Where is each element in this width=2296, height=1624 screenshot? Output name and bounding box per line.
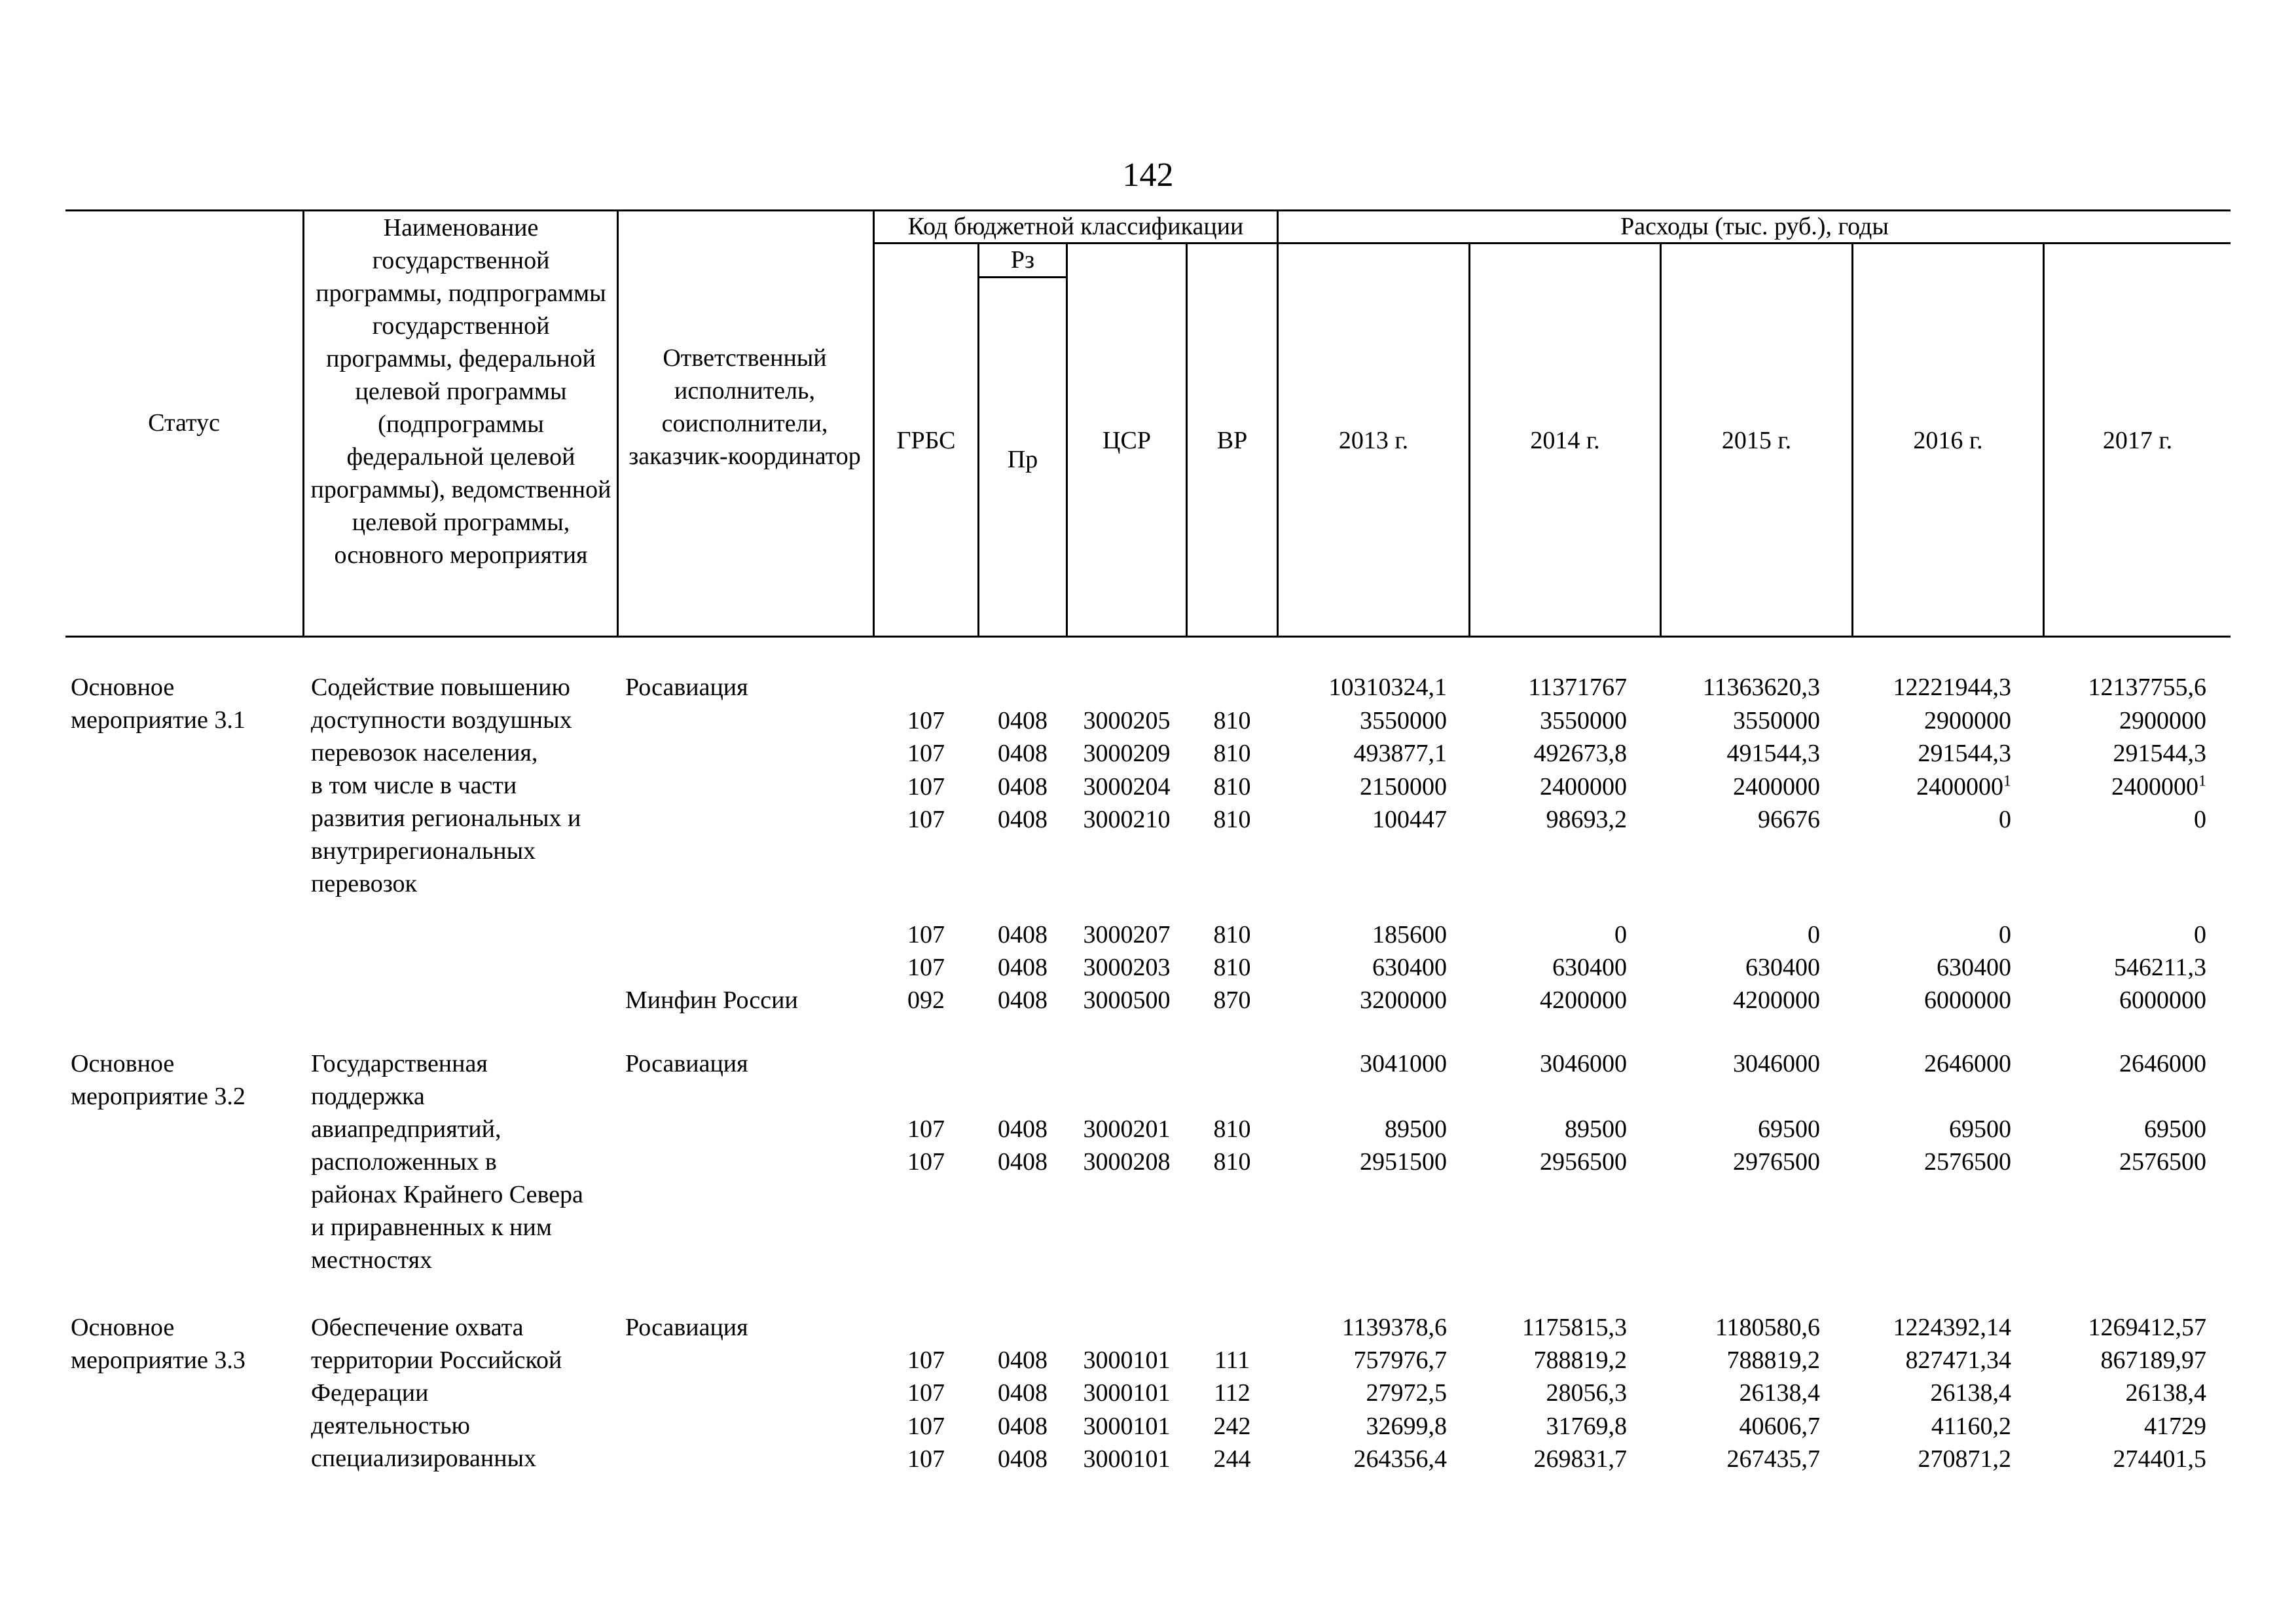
header-expenses: Расходы (тыс. руб.), годы [1620, 213, 1889, 240]
expense-value-cell: 26138,4 [2125, 1379, 2206, 1407]
grbs-cell: 107 [907, 806, 945, 833]
pr-cell: 0408 [998, 1413, 1048, 1440]
csr-cell: 3000205 [1083, 707, 1171, 734]
grbs-cell: 107 [907, 707, 945, 734]
expense-value-cell: 3550000 [1733, 707, 1820, 734]
expense-value-cell: 788819,2 [1533, 1346, 1627, 1374]
expense-value-cell: 274401,5 [2113, 1445, 2206, 1473]
status-cell: Основное мероприятие 3.1 [71, 674, 246, 734]
expense-value-cell: 3041000 [1360, 1050, 1447, 1077]
header-vr: ВР [1216, 427, 1248, 454]
vr-cell: 810 [1213, 1148, 1251, 1176]
expense-value-cell: 2150000 [1360, 773, 1447, 801]
header-budget-code: Код бюджетной классификации [907, 213, 1244, 240]
expense-value-cell: 2400000$^1$ [2111, 772, 2206, 801]
vr-cell: 810 [1213, 954, 1251, 981]
expense-value-cell: 0 [1614, 921, 1627, 948]
grbs-cell: 107 [907, 1148, 945, 1176]
executor-cell: Росавиация [625, 1050, 748, 1077]
csr-cell: 3000209 [1083, 740, 1171, 767]
expense-value-cell: 89500 [1565, 1115, 1627, 1143]
pr-cell: 0408 [998, 806, 1048, 833]
expense-value-cell: 0 [2194, 806, 2206, 833]
expense-value-cell: 2951500 [1360, 1148, 1447, 1176]
expense-value-cell: 546211,3 [2113, 954, 2206, 981]
header-year: 2016 г. [1913, 427, 1983, 454]
csr-cell: 3000208 [1083, 1148, 1171, 1176]
expense-value-cell: 630400 [1552, 954, 1627, 981]
expense-value-cell: 291544,3 [2113, 740, 2206, 767]
vr-cell: 810 [1213, 773, 1251, 801]
expense-value-cell: 1269412,57 [2088, 1314, 2206, 1341]
expense-value-cell: 41729 [2144, 1413, 2206, 1440]
expense-value-cell: 4200000 [1733, 986, 1820, 1014]
page-number: 142 [1122, 156, 1174, 194]
grbs-cell: 107 [907, 1413, 945, 1440]
csr-cell: 3000207 [1083, 921, 1171, 948]
expense-value-cell: 2400000 [1733, 773, 1820, 801]
expense-value-cell: 11371767 [1528, 674, 1627, 701]
expense-value-cell: 27972,5 [1366, 1379, 1447, 1407]
footnote-marker: 1 [2003, 772, 2011, 790]
expense-value-cell: 269831,7 [1533, 1445, 1627, 1473]
expense-value-cell: 3046000 [1540, 1050, 1627, 1077]
vr-cell: 870 [1213, 986, 1251, 1014]
pr-cell: 0408 [998, 707, 1048, 734]
header-grbs: ГРБС [896, 427, 956, 454]
expense-value-cell: 630400 [1745, 954, 1820, 981]
header-status: Статус [148, 409, 220, 437]
expense-value-cell: 185600 [1372, 921, 1447, 948]
program-name-cell: Государственная поддержка авиапредприятий, расположенных в районах Крайнего Севера и приравненных к ним местностях [311, 1050, 583, 1274]
header-rz: Рз [1010, 246, 1035, 274]
expense-value-cell: 2646000 [1924, 1050, 2011, 1077]
column-divider [873, 209, 875, 638]
expense-value-cell: 3046000 [1733, 1050, 1820, 1077]
expense-value-cell: 1224392,14 [1893, 1314, 2011, 1341]
expense-value-cell: 28056,3 [1546, 1379, 1627, 1407]
vr-cell: 810 [1213, 707, 1251, 734]
grbs-cell: 107 [907, 954, 945, 981]
table-header-bottom-border [65, 636, 2231, 638]
expense-value-cell: 6000000 [1924, 986, 2011, 1014]
executor-cell: Росавиация [625, 674, 748, 701]
csr-cell: 3000101 [1083, 1379, 1171, 1407]
column-divider [1277, 209, 1279, 638]
expense-value-cell: 270871,2 [1918, 1445, 2011, 1473]
expense-value-cell: 41160,2 [1931, 1413, 2011, 1440]
vr-cell: 242 [1213, 1413, 1251, 1440]
footnote-marker: 1 [2198, 772, 2206, 790]
vr-cell: 810 [1213, 806, 1251, 833]
csr-cell: 3000204 [1083, 773, 1171, 801]
expense-value-cell: 3550000 [1360, 707, 1447, 734]
csr-cell: 3000101 [1083, 1413, 1171, 1440]
expense-value-cell: 264356,4 [1353, 1445, 1447, 1473]
header-csr: ЦСР [1102, 427, 1151, 454]
expense-value-cell: 788819,2 [1726, 1346, 1820, 1374]
expense-value-cell: 0 [1808, 921, 1820, 948]
program-name-cell: Содействие повышению доступности воздушных перевозок населения, в том числе в части развития региональных и внутрирегиональных перевозок [311, 674, 581, 897]
pr-cell: 0408 [998, 773, 1048, 801]
expense-value-cell: 630400 [1372, 954, 1447, 981]
csr-cell: 3000101 [1083, 1445, 1171, 1473]
pr-cell: 0408 [998, 1445, 1048, 1473]
vr-cell: 810 [1213, 1115, 1251, 1143]
expense-value-cell: 11363620,3 [1702, 674, 1820, 701]
expense-value-cell: 4200000 [1540, 986, 1627, 1014]
expense-value-cell: 100447 [1372, 806, 1447, 833]
grbs-cell: 107 [907, 773, 945, 801]
expense-value-cell: 1139378,6 [1341, 1314, 1447, 1341]
header-pr: Пр [1007, 446, 1038, 473]
csr-cell: 3000500 [1083, 986, 1171, 1014]
expense-value-cell: 12137755,6 [2088, 674, 2206, 701]
expense-value-cell: 2900000 [2119, 707, 2206, 734]
expense-value-cell: 827471,34 [1905, 1346, 2011, 1374]
expense-value-cell: 2956500 [1540, 1148, 1627, 1176]
expense-value-cell: 3200000 [1360, 986, 1447, 1014]
header-year: 2015 г. [1721, 427, 1792, 454]
expense-value-cell: 491544,3 [1726, 740, 1820, 767]
pr-cell: 0408 [998, 921, 1048, 948]
pr-cell: 0408 [998, 1115, 1048, 1143]
vr-cell: 111 [1214, 1346, 1250, 1374]
header-year: 2014 г. [1530, 427, 1600, 454]
vr-cell: 810 [1213, 740, 1251, 767]
expense-value-cell: 2646000 [2119, 1050, 2206, 1077]
rz-divider [977, 276, 1066, 278]
pr-cell: 0408 [998, 1148, 1048, 1176]
expense-value-cell: 0 [2194, 921, 2206, 948]
expense-value-cell: 98693,2 [1546, 806, 1627, 833]
header-name: Наименование государственной программы, подпрограммы государственной программы, федеральной целевой программы (подпрограммы федеральной целевой программы), ведомственной целевой программы, основного мероприятия [310, 214, 611, 569]
expense-value-cell: 1175815,3 [1522, 1314, 1627, 1341]
grbs-cell: 107 [907, 740, 945, 767]
pr-cell: 0408 [998, 1346, 1048, 1374]
expense-value-cell: 89500 [1385, 1115, 1447, 1143]
expense-value-cell: 40606,7 [1739, 1413, 1820, 1440]
expense-value-cell: 2900000 [1924, 707, 2011, 734]
expense-value-cell: 2576500 [1924, 1148, 2011, 1176]
expense-value-cell: 630400 [1937, 954, 2011, 981]
grbs-cell: 107 [907, 921, 945, 948]
expense-value-cell: 2576500 [2119, 1148, 2206, 1176]
column-divider [302, 209, 304, 638]
expense-value-cell: 32699,8 [1366, 1413, 1447, 1440]
expense-value-cell: 3550000 [1540, 707, 1627, 734]
header-year: 2013 г. [1338, 427, 1409, 454]
expense-value-cell: 757976,7 [1353, 1346, 1447, 1374]
expense-value-cell: 12221944,3 [1893, 674, 2011, 701]
expense-value-cell: 69500 [2144, 1115, 2206, 1143]
expense-value-cell: 493877,1 [1353, 740, 1447, 767]
expense-value-cell: 69500 [1949, 1115, 2011, 1143]
column-divider [977, 242, 979, 638]
grbs-cell: 107 [907, 1445, 945, 1473]
csr-cell: 3000210 [1083, 806, 1171, 833]
grbs-cell: 107 [907, 1115, 945, 1143]
program-name-cell: Обеспечение охвата территории Российской Федерации деятельностью специализированных [311, 1314, 562, 1472]
vr-cell: 244 [1213, 1445, 1251, 1473]
grbs-cell: 107 [907, 1346, 945, 1374]
expense-value-cell: 867189,97 [2100, 1346, 2206, 1374]
expense-value-cell: 2400000$^1$ [1916, 772, 2011, 801]
vr-cell: 112 [1214, 1379, 1250, 1407]
expense-value-cell: 1180580,6 [1715, 1314, 1820, 1341]
pr-cell: 0408 [998, 1379, 1048, 1407]
expense-value-cell: 6000000 [2119, 986, 2206, 1014]
grbs-cell: 107 [907, 1379, 945, 1407]
expense-value-cell: 26138,4 [1739, 1379, 1820, 1407]
csr-cell: 3000203 [1083, 954, 1171, 981]
expense-value-cell: 2400000 [1540, 773, 1627, 801]
vr-cell: 810 [1213, 921, 1251, 948]
pr-cell: 0408 [998, 986, 1048, 1014]
csr-cell: 3000101 [1083, 1346, 1171, 1374]
expense-value-cell: 96676 [1758, 806, 1820, 833]
column-divider [617, 209, 619, 638]
executor-cell: Минфин России [625, 986, 798, 1014]
csr-cell: 3000201 [1083, 1115, 1171, 1143]
status-cell: Основное мероприятие 3.3 [71, 1314, 246, 1374]
pr-cell: 0408 [998, 954, 1048, 981]
executor-cell: Росавиация [625, 1314, 748, 1341]
expense-value-cell: 31769,8 [1546, 1413, 1627, 1440]
expense-value-cell: 26138,4 [1930, 1379, 2011, 1407]
expense-value-cell: 291544,3 [1918, 740, 2011, 767]
expense-value-cell: 492673,8 [1533, 740, 1627, 767]
expense-value-cell: 69500 [1758, 1115, 1820, 1143]
expense-value-cell: 0 [1999, 921, 2011, 948]
expense-value-cell: 267435,7 [1726, 1445, 1820, 1473]
expense-value-cell: 0 [1999, 806, 2011, 833]
grbs-cell: 092 [907, 986, 945, 1014]
expense-value-cell: 10310324,1 [1328, 674, 1447, 701]
pr-cell: 0408 [998, 740, 1048, 767]
header-executor: Ответственный исполнитель, соисполнители, заказчик-координатор [629, 344, 861, 470]
expense-value-cell: 2976500 [1733, 1148, 1820, 1176]
status-cell: Основное мероприятие 3.2 [71, 1050, 246, 1110]
header-year: 2017 г. [2102, 427, 2173, 454]
